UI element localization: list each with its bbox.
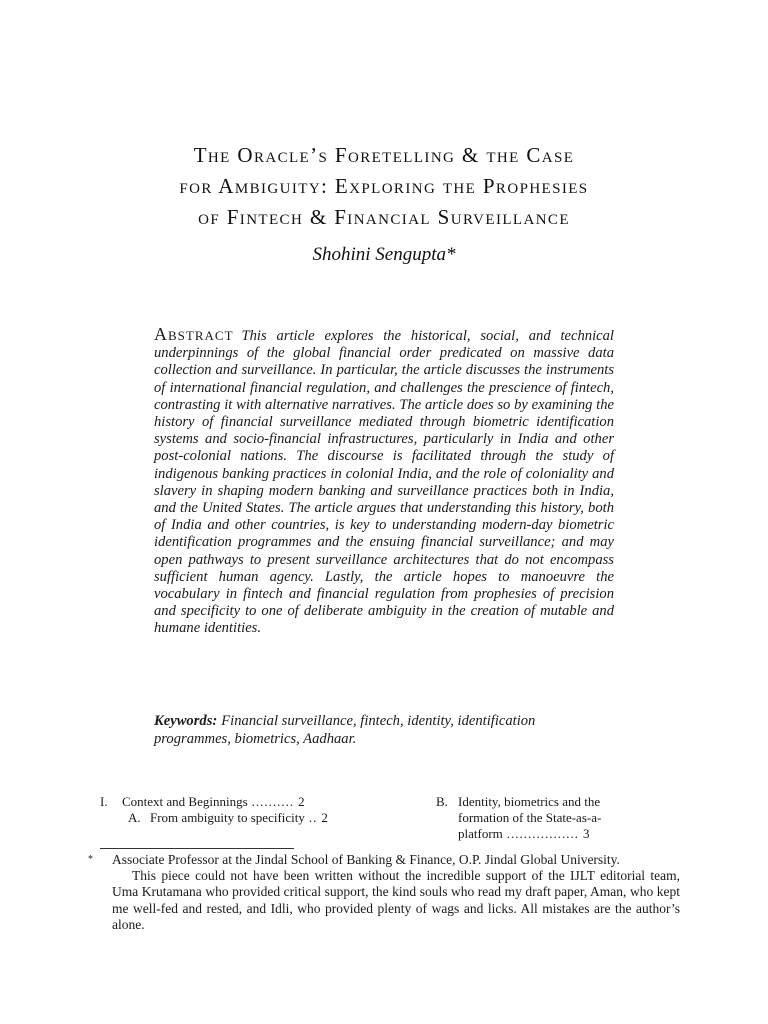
toc-leader-dots: .......... bbox=[251, 794, 295, 809]
keywords-label: Keywords: bbox=[154, 713, 218, 729]
toc-entry[interactable] bbox=[436, 794, 680, 842]
abstract-text: This article explores the historical, social, and technical underpinnings of the global financial order predicated on massive data collection and surveillance. In particular, the article discusses the instruments of international financial regulation, and challenges the prescience of fintech, contrasting it with alternative narratives. The article does so by examining the history of financial surveillance mediated through biometric identification systems and socio-financial infrastructures, particularly in India and other post-colonial nations. The discourse is facilitated through the study of indigenous banking practices in colonial India, and the role of coloniality and slavery in shaping modern banking and surveillance practices both in India, and the United States. The article argues that understanding this history, both of India and other countries, is key to understanding modern-day biometric identification programmes and the ensuing financial surveillance; and may open pathways to present surveillance architectures that do not encompass sufficient human agency. Lastly, the article hopes to manoeuvre the vocabulary in fintech and financial regulation from prophesies of precision and specificity to one of deliberate ambiguity in the creation of mutable and humane identities. bbox=[154, 328, 614, 637]
author-name: Shohini Sengupta* bbox=[312, 244, 456, 265]
toc-entry-title-line-3: platform bbox=[458, 826, 503, 841]
footnote-mark: * bbox=[88, 854, 93, 865]
toc-entry-title-line-1: Identity, biometrics and the bbox=[458, 794, 601, 809]
toc-entry[interactable] bbox=[100, 794, 380, 810]
toc-entry-number: B. bbox=[436, 794, 448, 809]
toc-entry-number: I. bbox=[100, 794, 108, 809]
toc-page-number: 3 bbox=[583, 826, 590, 841]
toc-page-number: 2 bbox=[321, 810, 328, 825]
footnote-affiliation: Associate Professor at the Jindal School of Banking & Finance, O.P. Jindal Global University. bbox=[112, 852, 620, 867]
table-of-contents-left bbox=[100, 794, 380, 826]
footnote bbox=[88, 852, 680, 933]
title-line-3: of Fintech & Financial Surveillance bbox=[198, 205, 570, 229]
abstract-heading: Abstract bbox=[154, 324, 234, 344]
title-line-2: for Ambiguity: Exploring the Prophesies bbox=[179, 174, 589, 198]
toc-page-number: 2 bbox=[298, 794, 305, 809]
keywords bbox=[154, 713, 614, 748]
title-line-1: The Oracle’s Foretelling & the Case bbox=[193, 143, 575, 167]
paper-title bbox=[100, 140, 668, 233]
keywords-text: Financial surveillance, fintech, identity, identification programmes, biometrics, Aadhaar. bbox=[154, 713, 536, 747]
toc-leader-dots: ................. bbox=[506, 826, 580, 841]
footnote-acknowledgement: This piece could not have been written without the incredible support of the IJLT editorial team, Uma Krutamana who provided critical support, the kind souls who read my draft paper, Aman, who kept me well-fed and rested, and Idli, who provided plenty of wags and licks. All mistakes are the author’s alone. bbox=[112, 868, 680, 932]
abstract bbox=[154, 326, 614, 638]
toc-entry-title-line-2: formation of the State-as-a- bbox=[458, 810, 602, 825]
table-of-contents-right bbox=[436, 794, 680, 842]
toc-entry-number: A. bbox=[128, 810, 141, 825]
toc-entry-title: Context and Beginnings bbox=[122, 794, 248, 809]
toc-leader-dots: .. bbox=[308, 810, 318, 825]
footnote-divider bbox=[100, 848, 294, 849]
toc-entry[interactable] bbox=[100, 810, 380, 826]
toc-entry-title: From ambiguity to specificity bbox=[150, 810, 305, 825]
